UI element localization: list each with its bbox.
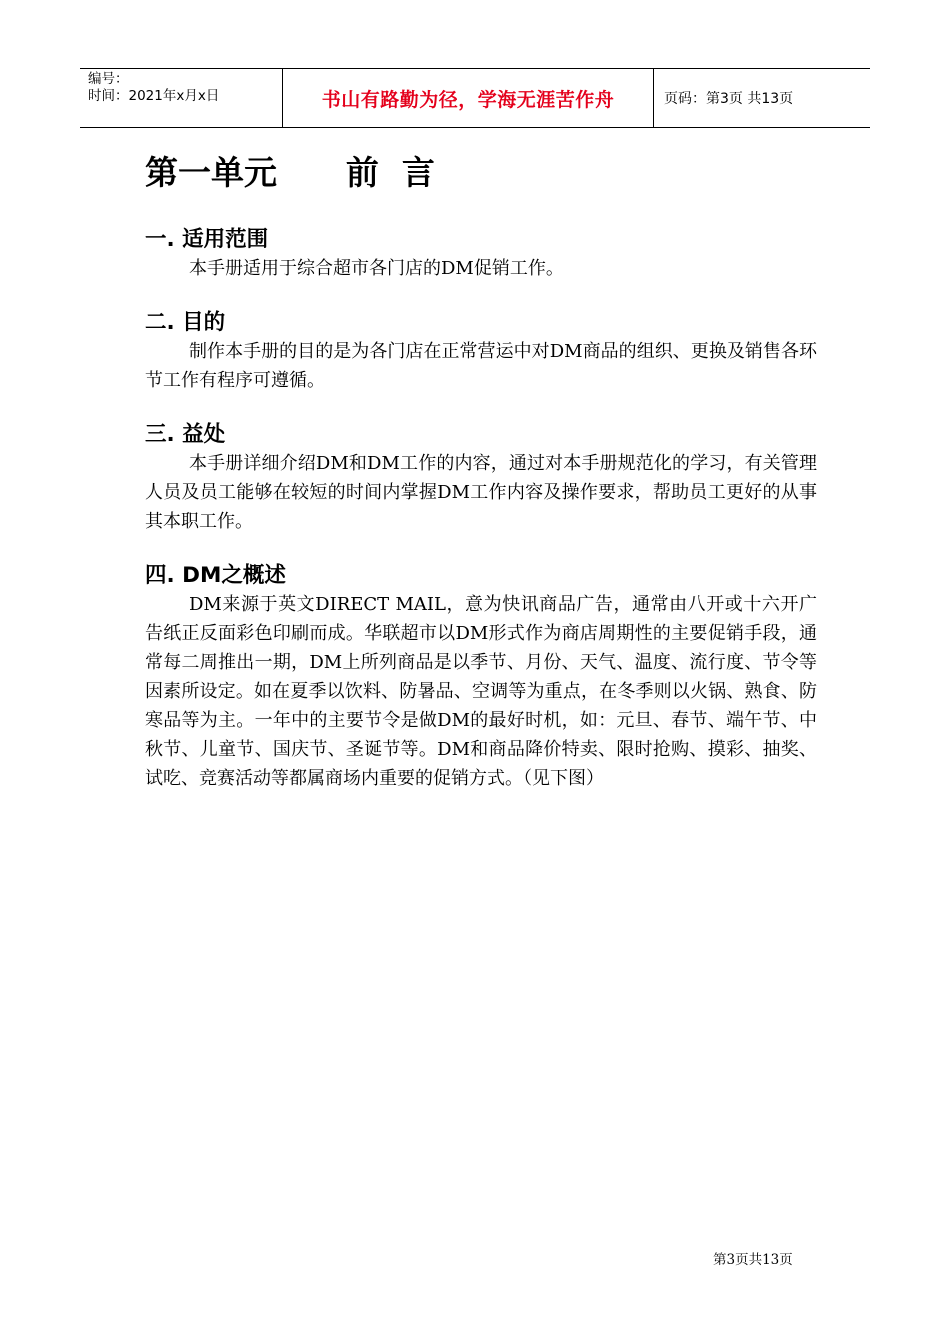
section-title: 二. 目的: [145, 310, 226, 335]
section-dm-overview: [145, 562, 817, 793]
header-meta: [80, 69, 282, 127]
time-label: 时间：2021年x月x日: [88, 88, 220, 104]
header-page-info: [654, 69, 870, 127]
motto-text: 书山有路勤为径，学海无涯苦作舟: [321, 88, 615, 111]
page-info-text: 页码：第3页 共13页: [664, 91, 794, 107]
page-footer: 第3页共13页: [713, 1252, 793, 1268]
document-body: [145, 150, 817, 819]
section-purpose: [145, 309, 817, 395]
section-title: 一. 适用范围: [145, 227, 269, 252]
unit-title: 第一单元 前 言: [145, 153, 435, 192]
section-body: DM来源于英文DIRECT MAIL，意为快讯商品广告，通常由八开或十六开广告纸正反面彩色印刷而成。华联超市以DM形式作为商店周期性的主要促销手段，通常每二周推出一期，DM上所列商品是以季节、月份、天气、温度、流行度、节令等因素所设定。如在夏季以饮料、防暑品、空调等为重点，在冬季则以火锅、熟食、防寒品等为主。一年中的主要节令是做DM的最好时机，如：元旦、春节、端午节、中秋节、儿童节、国庆节、圣诞节等。DM和商品降价特卖、限时抢购、摸彩、抽奖、试吃、竞赛活动等都属商场内重要的促销方式。（见下图）: [145, 594, 817, 789]
serial-label: 编号：: [88, 71, 129, 87]
section-body: 本手册详细介绍DM和DM工作的内容，通过对本手册规范化的学习，有关管理人员及员工能够在较短的时间内掌握DM工作内容及操作要求，帮助员工更好的从事其本职工作。: [145, 453, 817, 532]
section-scope: [145, 226, 817, 283]
section-body: 制作本手册的目的是为各门店在正常营运中对DM商品的组织、更换及销售各环节工作有程序可遵循。: [145, 341, 817, 391]
page-header: [80, 68, 870, 128]
section-body: 本手册适用于综合超市各门店的DM促销工作。: [189, 258, 564, 279]
section-title: 三. 益处: [145, 422, 226, 447]
header-motto: [282, 69, 654, 127]
section-title: 四. DM之概述: [145, 563, 286, 588]
section-benefits: [145, 421, 817, 536]
